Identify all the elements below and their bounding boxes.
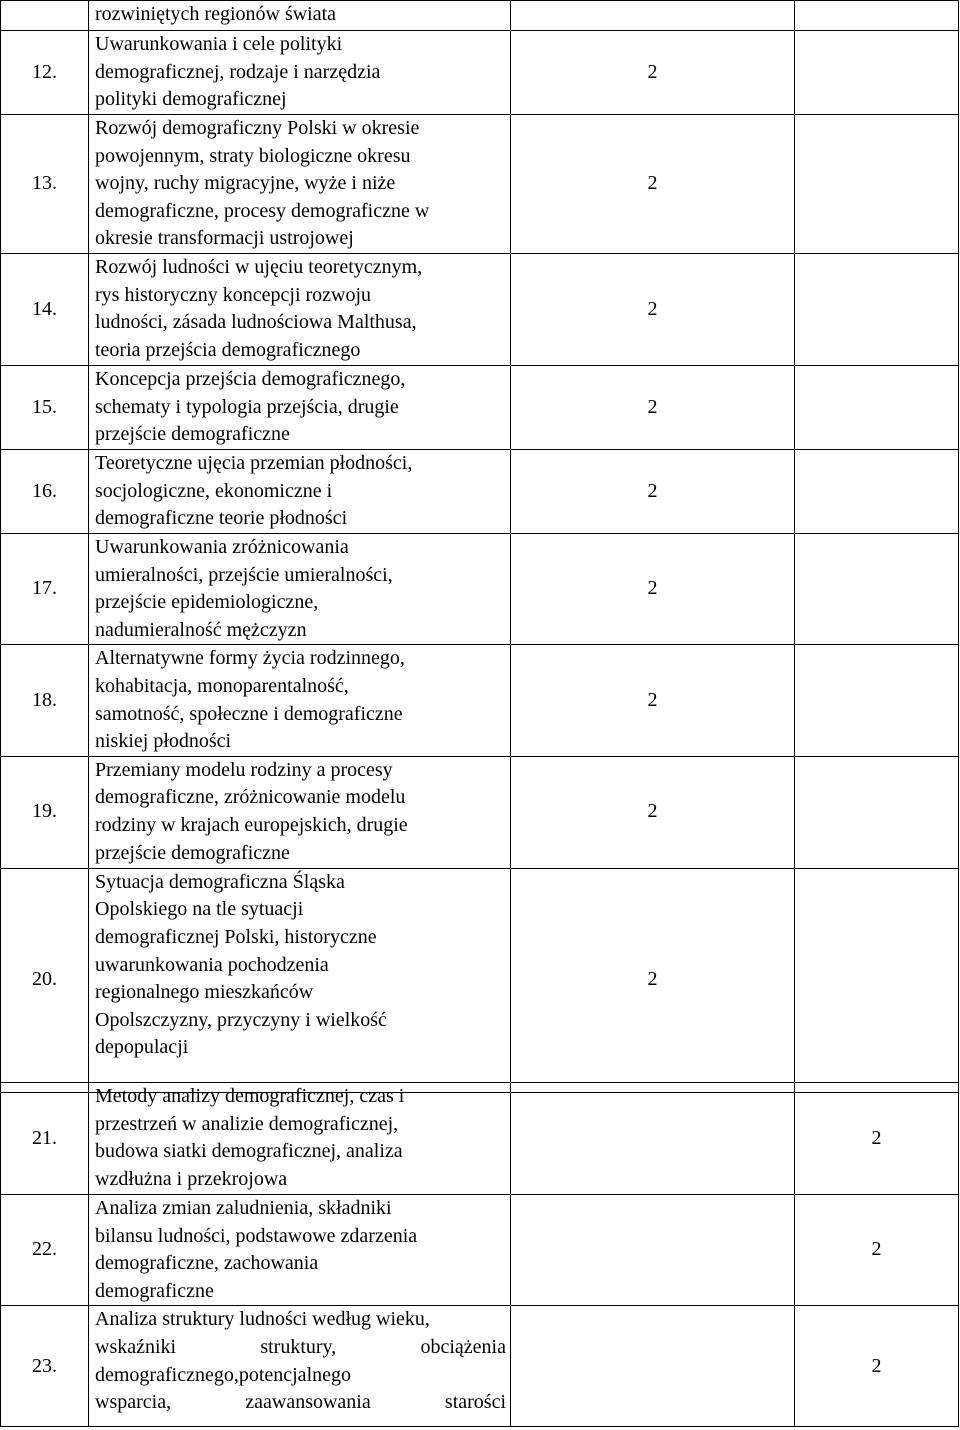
topic-line: umieralności, przejście umieralności, (95, 563, 393, 586)
topic-line: ludności, zásada ludnościowa Malthusa, (95, 311, 417, 334)
topic-line: budowa siatki demograficznej, analiza (95, 1140, 403, 1163)
topic-line: Teoretyczne ujęcia przemian płodności, (95, 452, 413, 474)
row-number: 18. (1, 645, 89, 756)
topic-line: okresie transformacji ustrojowej (95, 227, 354, 250)
topic-line: regionalnego mieszkańców (95, 981, 314, 1004)
empty-cell (511, 1306, 795, 1427)
topic-line: depopulacji (95, 1036, 189, 1059)
topic-line: bilansu ludności, podstawowe zdarzenia (95, 1224, 418, 1247)
topic-line: Sytuacja demograficzna Śląska (95, 870, 345, 893)
topic-cell (89, 534, 511, 645)
row-number: 12. (1, 31, 89, 115)
topic-line: kohabitacja, monoparentalność, (95, 674, 349, 697)
topic-line: teoria przejścia demograficznego (95, 338, 361, 361)
table-row (1, 645, 959, 756)
hours-cell: 2 (511, 31, 795, 115)
topic-cell (89, 1195, 511, 1306)
topic-cell (89, 645, 511, 756)
topic-line: samotność, społeczne i demograficzne (95, 702, 403, 725)
table-row (1, 1306, 959, 1427)
topic-line: Analiza zmian zaludnienia, składniki (95, 1197, 392, 1219)
table-row (1, 31, 959, 115)
topic-line: Rozwój demograficzny Polski w okresie (95, 117, 420, 139)
topic-cell (89, 366, 511, 450)
topic-line: wskaźniki struktury, obciążenia (95, 1335, 506, 1358)
empty-cell (795, 31, 959, 115)
topic-line: Koncepcja przejścia demograficznego, (95, 368, 406, 390)
topic-line: Alternatywne formy życia rodzinnego, (95, 647, 405, 670)
topic-line: uwarunkowania pochodzenia (95, 953, 329, 976)
hours-cell: 2 (511, 115, 795, 254)
table-row (1, 756, 959, 868)
topic-line: przejście demograficzne (95, 841, 290, 864)
table-row (1, 534, 959, 645)
table-row (1, 450, 959, 534)
topic-cell (89, 756, 511, 868)
topic-cell (89, 868, 511, 1092)
topic-line: przejście demograficzne (95, 423, 290, 446)
topic-line: Opolskiego na tle sytuacji (95, 898, 304, 921)
empty-cell (795, 450, 959, 534)
topic-line: przejście epidemiologiczne, (95, 591, 319, 614)
row-number: 19. (1, 756, 89, 868)
topic-line: Przemiany modelu rodziny a procesy (95, 758, 393, 781)
table-row (1, 1083, 959, 1195)
row-number: 13. (1, 115, 89, 254)
hours-cell: 2 (511, 868, 795, 1092)
topic-line: Uwarunkowania zróżnicowania (95, 536, 349, 558)
hours-cell: 2 (511, 645, 795, 756)
table-row (1, 366, 959, 450)
topic-line: rodziny w krajach europejskich, drugie (95, 813, 408, 836)
empty-cell (511, 1083, 795, 1195)
row-number: 21. (1, 1083, 89, 1195)
topic-line: Analiza struktury ludności według wieku, (95, 1308, 430, 1331)
hours-cell: 2 (511, 450, 795, 534)
row-number: 23. (1, 1306, 89, 1427)
empty-cell (795, 534, 959, 645)
topic-cell (89, 115, 511, 254)
row-number: 22. (1, 1195, 89, 1306)
row-number (1, 1, 89, 31)
topic-line: Opolszczyzny, przyczyny i wielkość (95, 1008, 387, 1031)
empty-cell (795, 366, 959, 450)
topic-line: rys historyczny koncepcji rozwoju (95, 283, 372, 306)
topic-line: schematy i typologia przejścia, drugie (95, 395, 399, 418)
hours-cell (511, 1, 795, 31)
table-row (1, 115, 959, 254)
topic-line: demograficznego,potencjalnego (95, 1363, 351, 1386)
topic-line: wojny, ruchy migracyjne, wyże i niże (95, 172, 396, 195)
hours-cell: 2 (795, 1195, 959, 1306)
topic-line: wzdłużna i przekrojowa (95, 1167, 288, 1190)
hours-cell: 2 (511, 254, 795, 366)
table-row (1, 1195, 959, 1306)
empty-cell (795, 254, 959, 366)
row-number: 17. (1, 534, 89, 645)
topic-line: Metody analizy demograficznej, czas i (95, 1085, 405, 1107)
topic-line: socjologiczne, ekonomiczne i (95, 479, 333, 502)
topic-line: wsparcia, zaawansowania starości (95, 1391, 506, 1414)
hours-cell: 2 (511, 534, 795, 645)
topic-line: nadumieralność mężczyzn (95, 618, 307, 641)
topic-line: polityki demograficznej (95, 88, 287, 111)
topic-line: niskiej płodności (95, 730, 232, 753)
table-row (1, 868, 959, 1092)
topic-cell (89, 254, 511, 366)
hours-cell: 2 (795, 1083, 959, 1195)
empty-cell (511, 1195, 795, 1306)
empty-cell (795, 868, 959, 1092)
topic-line: demograficzne teorie płodności (95, 507, 348, 530)
topic-line: demograficzne, zróżnicowanie modelu (95, 786, 406, 809)
topic-line: demograficzne, procesy demograficzne w (95, 199, 430, 222)
topic-line: demograficznej Polski, historyczne (95, 925, 377, 948)
topic-line: powojennym, straty biologiczne okresu (95, 144, 411, 167)
topic-cell (89, 1083, 511, 1195)
topic-cell (89, 31, 511, 115)
row-number: 15. (1, 366, 89, 450)
topic-line: przestrzeń w analizie demograficznej, (95, 1112, 399, 1135)
topic-cell (89, 1306, 511, 1427)
row-number: 16. (1, 450, 89, 534)
topic-line: demograficznej, rodzaje i narzędzia (95, 60, 381, 83)
topics-table-2 (0, 1082, 959, 1427)
topic-cell (89, 450, 511, 534)
hours-cell: 2 (511, 756, 795, 868)
topic-line: demograficzne, zachowania (95, 1252, 319, 1275)
row-number: 14. (1, 254, 89, 366)
hours-cell: 2 (511, 366, 795, 450)
empty-cell (795, 645, 959, 756)
row-number: 20. (1, 868, 89, 1092)
topic-line: Rozwój ludności w ujęciu teoretycznym, (95, 256, 423, 278)
topic-line: demograficzne (95, 1279, 214, 1302)
empty-cell (795, 115, 959, 254)
table-row (1, 1, 959, 31)
hours-cell: 2 (795, 1306, 959, 1427)
empty-cell (795, 1, 959, 31)
empty-cell (795, 756, 959, 868)
topic-line: Uwarunkowania i cele polityki (95, 33, 343, 55)
table-row (1, 254, 959, 366)
topic-cell (89, 1, 511, 31)
topic-line: rozwiniętych regionów świata (95, 3, 337, 25)
